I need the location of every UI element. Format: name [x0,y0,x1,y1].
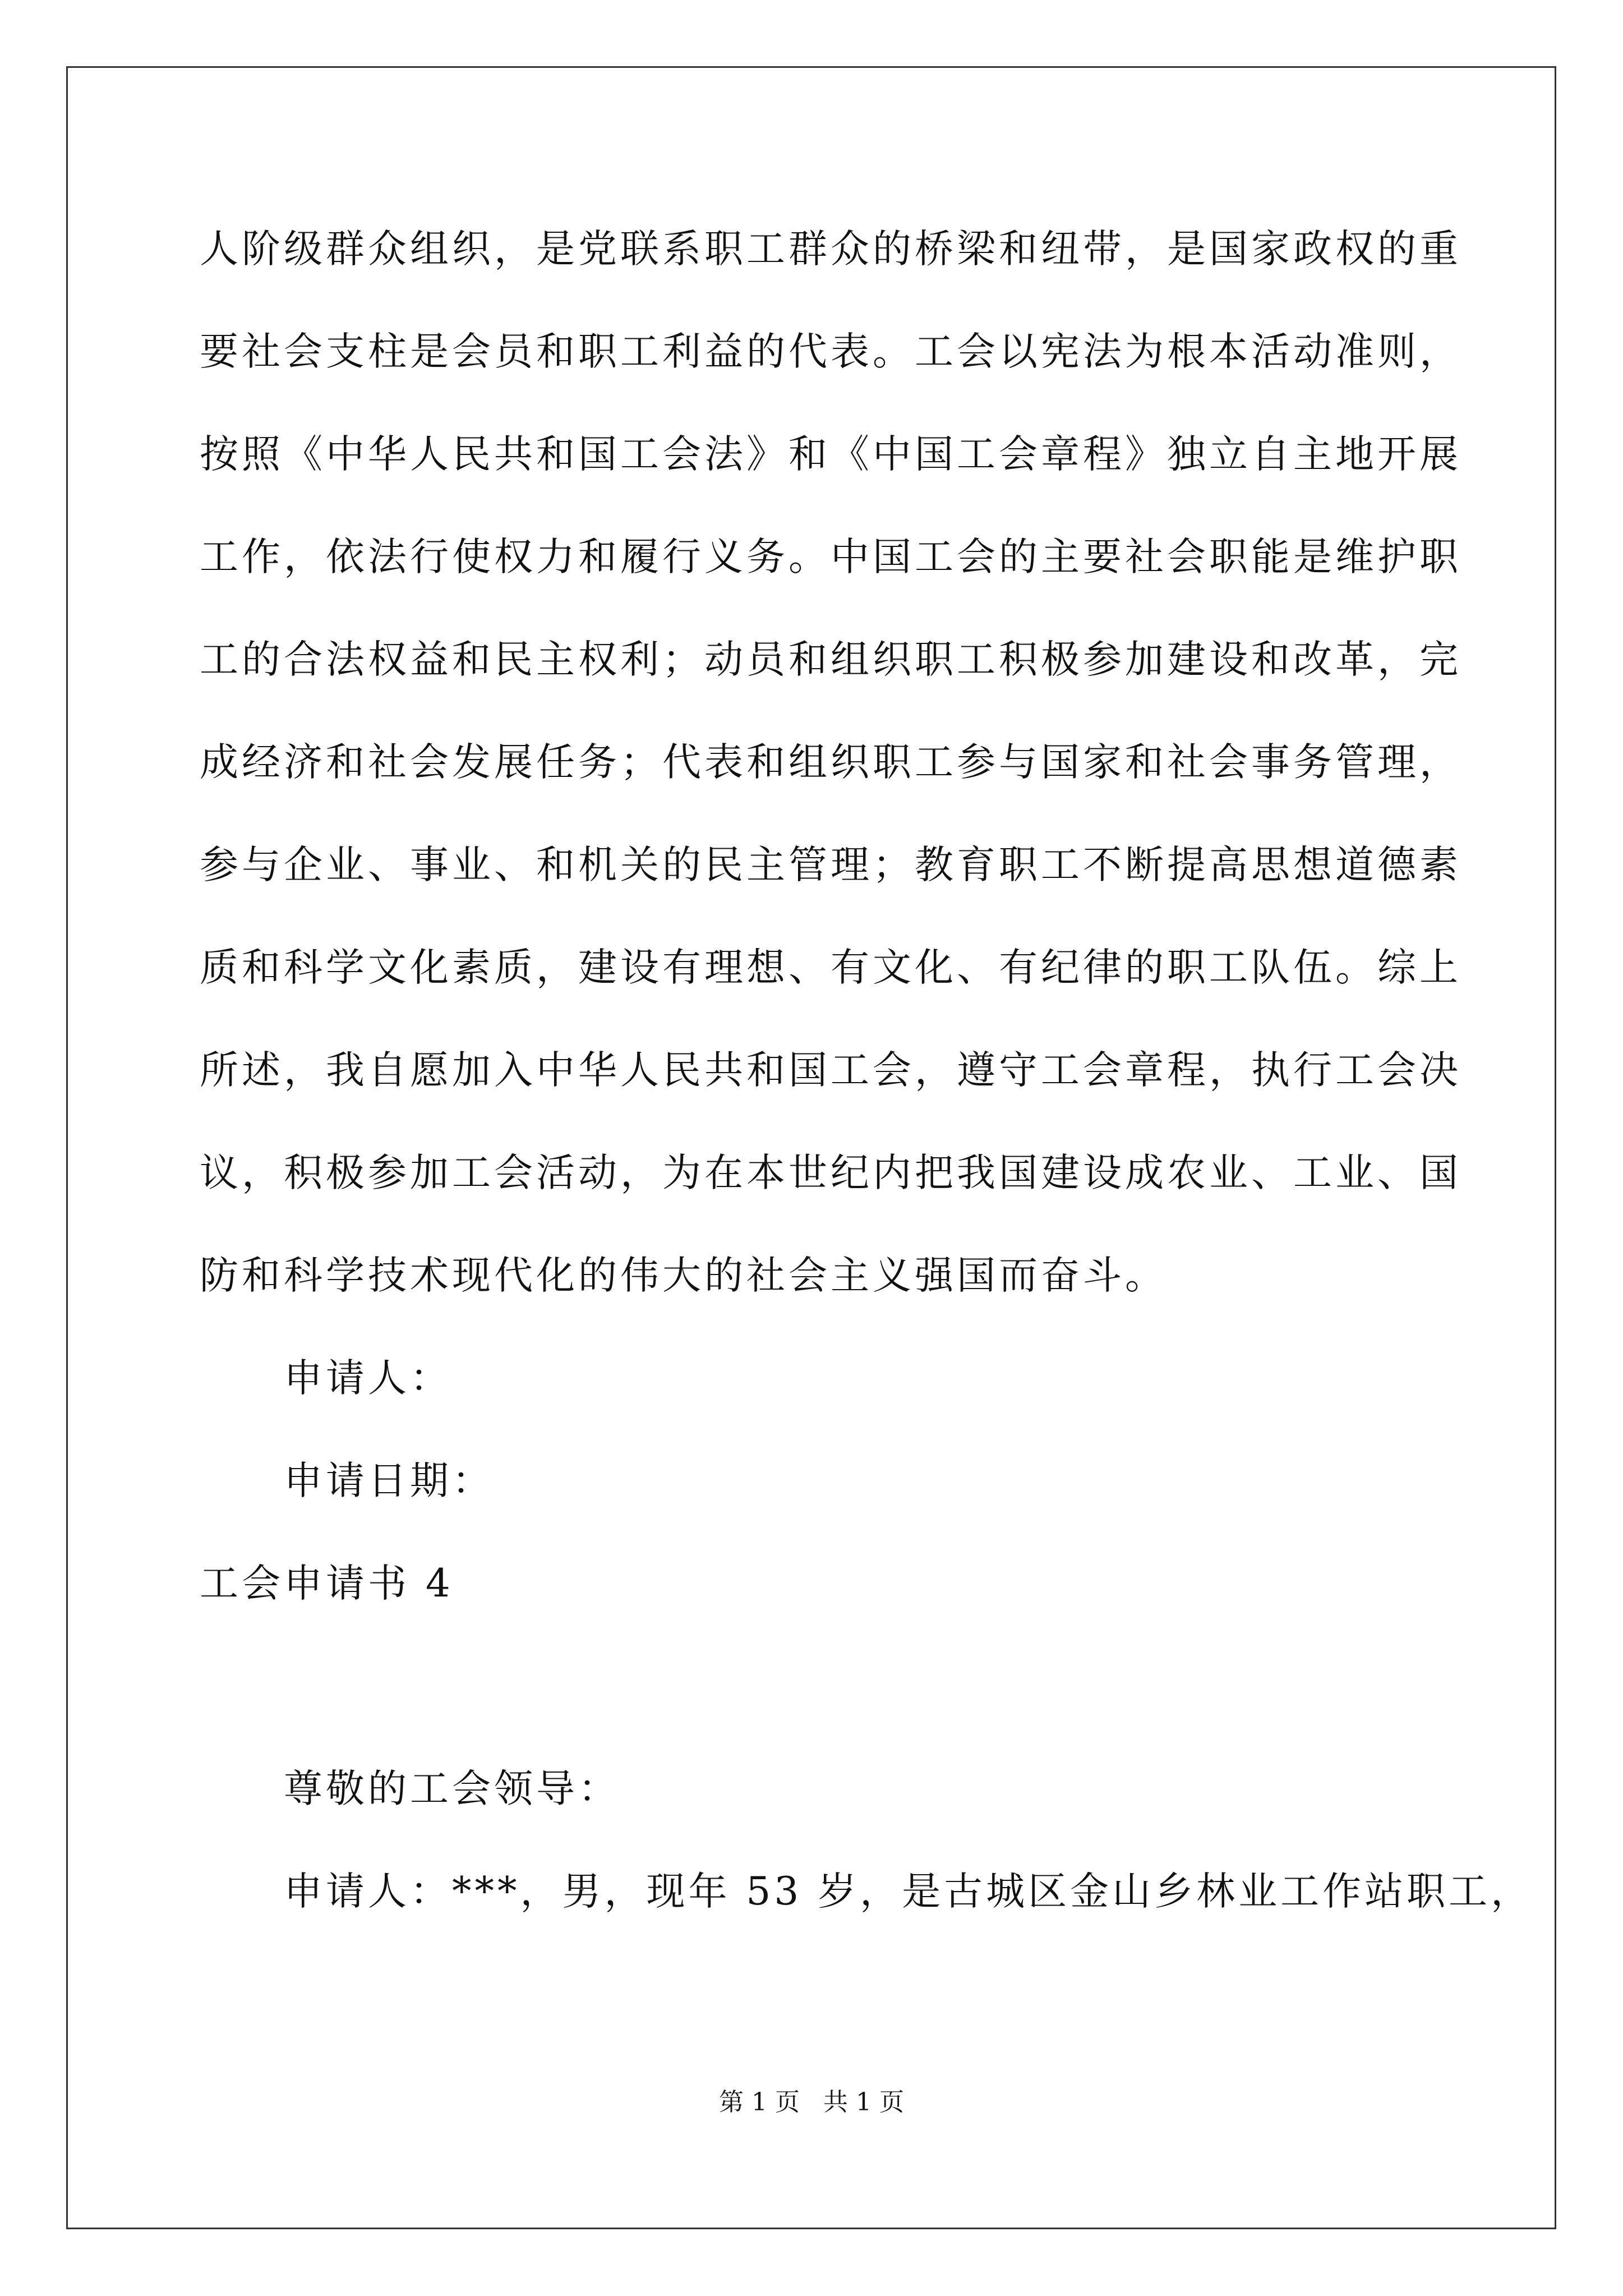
body-line-3: 按照《中华人民共和国工会法》和《中国工会章程》独立自主地开展 [200,432,1461,477]
application-date-label: 申请日期： [284,1458,494,1503]
section-title: 工会申请书 4 [200,1561,454,1606]
body-line-1: 人阶级群众组织，是党联系职工群众的桥梁和纽带，是国家政权的重 [200,227,1461,272]
body-line-8: 质和科学文化素质，建设有理想、有文化、有纪律的职工队伍。综上 [200,945,1461,990]
applicant-intro-line: 申请人：***，男，现年 53 岁，是古城区金山乡林业工作站职工， [284,1869,1533,1914]
salutation: 尊敬的工会领导： [284,1766,620,1811]
applicant-label: 申请人： [284,1356,452,1401]
body-line-11: 防和科学技术现代化的伟大的社会主义强国而奋斗。 [200,1253,1167,1298]
body-line-7: 参与企业、事业、和机关的民主管理；教育职工不断提高思想道德素 [200,843,1461,887]
body-line-9: 所述，我自愿加入中华人民共和国工会，遵守工会章程，执行工会决 [200,1048,1461,1093]
body-line-5: 工的合法权益和民主权利；动员和组织职工积极参加建设和改革，完 [200,637,1461,682]
body-line-2: 要社会支柱是会员和职工利益的代表。工会以宪法为根本活动准则， [200,329,1461,374]
body-line-6: 成经济和社会发展任务；代表和组织职工参与国家和社会事务管理， [200,740,1461,785]
body-line-10: 议，积极参加工会活动，为在本世纪内把我国建设成农业、工业、国 [200,1151,1461,1195]
page-footer: 第 1 页 共 1 页 [719,2088,904,2116]
body-line-4: 工作，依法行使权力和履行义务。中国工会的主要社会职能是维护职 [200,535,1461,579]
